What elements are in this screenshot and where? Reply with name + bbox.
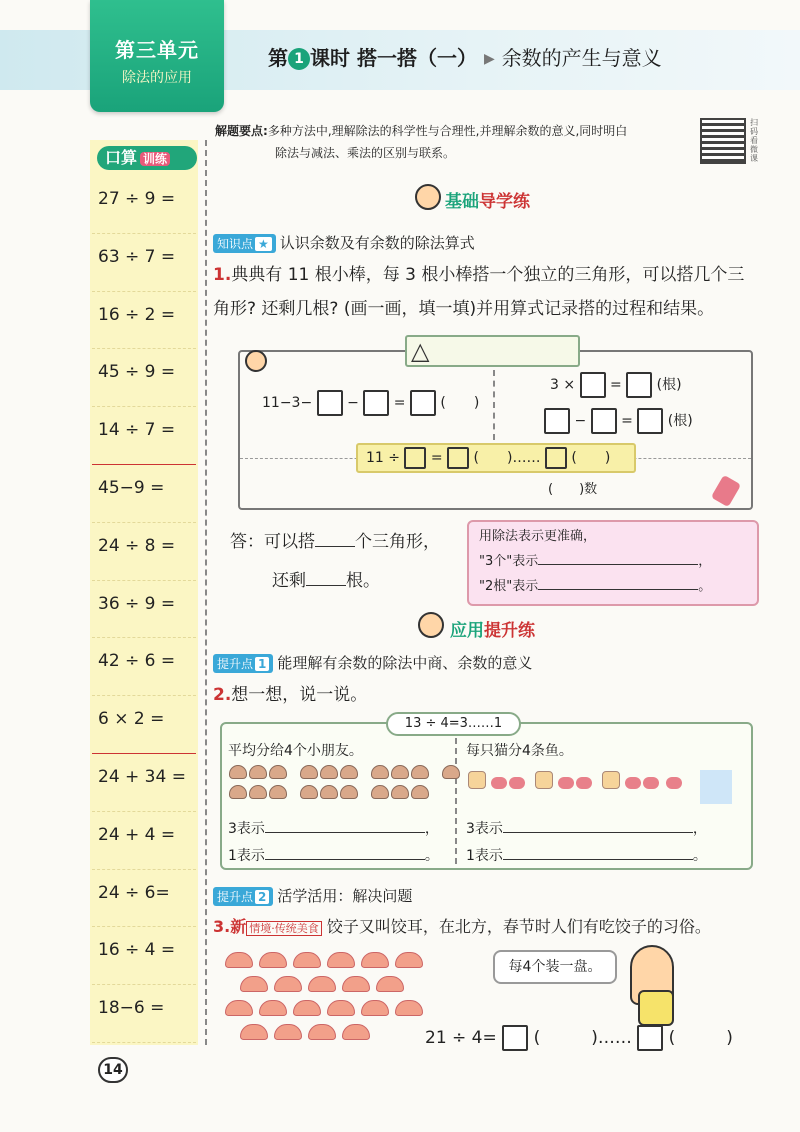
answer-box[interactable] [637, 408, 663, 434]
list-item: 18−6 = [92, 985, 196, 1043]
blank[interactable] [265, 832, 425, 833]
oral-calc-tag: 口算 训练 [97, 146, 197, 170]
girl-face-icon [418, 612, 444, 638]
multiplication-row: 3 × = (根) [550, 372, 682, 398]
answer-box[interactable] [545, 447, 567, 469]
triangle-draw-area[interactable] [405, 335, 580, 367]
blank[interactable] [503, 859, 693, 860]
list-item: 24 + 34 = [92, 754, 196, 812]
fish-highlight [700, 770, 732, 804]
answer-box[interactable] [317, 390, 343, 416]
blank[interactable] [503, 832, 693, 833]
list-item: 6 × 2 = [92, 696, 196, 754]
buns-illustration [228, 764, 448, 804]
answer-line-1: 答：可以搭 个三角形， [230, 532, 440, 552]
difference-row: − = (根) [544, 408, 693, 434]
improvement-point: 提升点 1 能理解有余数的除法中商、余数的意义 [213, 652, 532, 673]
list-item: 24 ÷ 8 = [92, 523, 196, 581]
star-icon: ★ [255, 237, 272, 251]
blank[interactable] [306, 585, 346, 586]
question-3: 3.新 情境·传统美食 饺子又叫饺耳，在北方，春节时人们有吃饺子的习俗。 [213, 917, 711, 936]
boy-face-icon [415, 184, 441, 210]
boy-shirt [638, 990, 674, 1026]
blank[interactable] [538, 589, 698, 590]
lesson-title: 第 1 课时 搭一搭（一） ▶ 余数的产生与意义 [268, 46, 662, 70]
list-item: 45−9 = [92, 465, 196, 523]
list-item: 27 ÷ 9 = [92, 176, 196, 234]
list-item: 24 ÷ 6= [92, 870, 196, 928]
answer-box[interactable] [502, 1025, 528, 1051]
qr-code-icon[interactable] [700, 118, 746, 164]
speech-bubble: 每4个装一盘。 [493, 950, 617, 984]
answer-box[interactable] [363, 390, 389, 416]
boy-face-icon [245, 350, 267, 372]
left-answer-2: 1表示 。 [228, 848, 439, 864]
answer-box[interactable] [447, 447, 469, 469]
blank[interactable] [538, 564, 698, 565]
answer-box[interactable] [637, 1025, 663, 1051]
left-title: 平均分给4个小朋友。 [228, 743, 363, 759]
knowledge-badge: 知识点 ★ [213, 234, 276, 253]
q3-equation: 21 ÷ 4= ( )…… ( ) [425, 1023, 733, 1051]
tip-box: 解题要点:多种方法中,理解除法的科学性与合理性,并理解余数的意义,同时明白 除法与减法、乘法的区别与联系。 [215, 124, 628, 160]
list-item: 45 ÷ 9 = [92, 349, 196, 407]
improvement-point-2: 提升点 2 活学活用：解决问题 [213, 885, 412, 906]
qr-label: 扫码看微课 [750, 118, 758, 163]
list-item: 42 ÷ 6 = [92, 638, 196, 696]
answer-box[interactable] [580, 372, 606, 398]
answer-box[interactable] [626, 372, 652, 398]
section-title-basic: 基础导学练 [445, 192, 530, 212]
list-item: 16 ÷ 4 = [92, 927, 196, 985]
right-title: 每只猫分4条鱼。 [466, 743, 573, 759]
blank[interactable] [265, 859, 425, 860]
section-title-advanced: 应用提升练 [450, 621, 535, 641]
question-2: 2.想一想，说一说。 [213, 685, 368, 705]
subtraction-row: 11−3− − = ( ) [262, 390, 479, 416]
column-divider [205, 140, 207, 1045]
blank[interactable] [315, 546, 355, 547]
triangle-icon: ▶ [483, 51, 495, 67]
division-bar: 11 ÷ = ( )…… ( ) [356, 443, 636, 473]
list-item: 63 ÷ 7 = [92, 234, 196, 292]
page-number: 14 [98, 1057, 128, 1083]
box-divider [493, 370, 495, 440]
lesson-number: 1 [288, 48, 310, 70]
answer-box[interactable] [404, 447, 426, 469]
knowledge-point: 知识点 ★ 认识余数及有余数的除法算式 [213, 232, 475, 253]
list-item: 36 ÷ 9 = [92, 581, 196, 639]
answer-box[interactable] [410, 390, 436, 416]
answer-box[interactable] [591, 408, 617, 434]
list-item: 24 + 4 = [92, 812, 196, 870]
triangle-icon: △ [411, 337, 430, 365]
improvement-badge: 提升点 1 [213, 654, 273, 673]
question-1: 1.典典有 11 根小棒，每 3 根小棒搭一个独立的三角形，可以搭几个三 角形? 还剩几根? (画一画，填一填)并用算式记录搭的过程和结果。 [213, 265, 745, 319]
oral-calc-list [92, 176, 196, 1043]
list-item: 14 ÷ 7 = [92, 407, 196, 465]
unit-subtitle: 除法的应用 [122, 70, 192, 86]
right-answer-2: 1表示 。 [466, 848, 707, 864]
equation-pill: 13 ÷ 4=3……1 [386, 712, 521, 736]
box-divider [455, 738, 457, 864]
improvement-badge: 提升点 2 [213, 887, 273, 906]
list-item: 16 ÷ 2 = [92, 292, 196, 350]
left-answer-1: 3表示 ， [228, 821, 439, 837]
answer-line-2: 还剩 根。 [272, 571, 380, 591]
lesson-topic: 余数的产生与意义 [501, 46, 662, 70]
unit-title: 第三单元 [115, 38, 199, 62]
hint-box: 用除法表示更准确， "3个"表示 ， "2根"表示 。 [467, 520, 759, 606]
right-answer-1: 3表示 ， [466, 821, 707, 837]
remainder-label: ( )数 [548, 482, 598, 497]
unit-tab [90, 0, 224, 112]
answer-box[interactable] [544, 408, 570, 434]
